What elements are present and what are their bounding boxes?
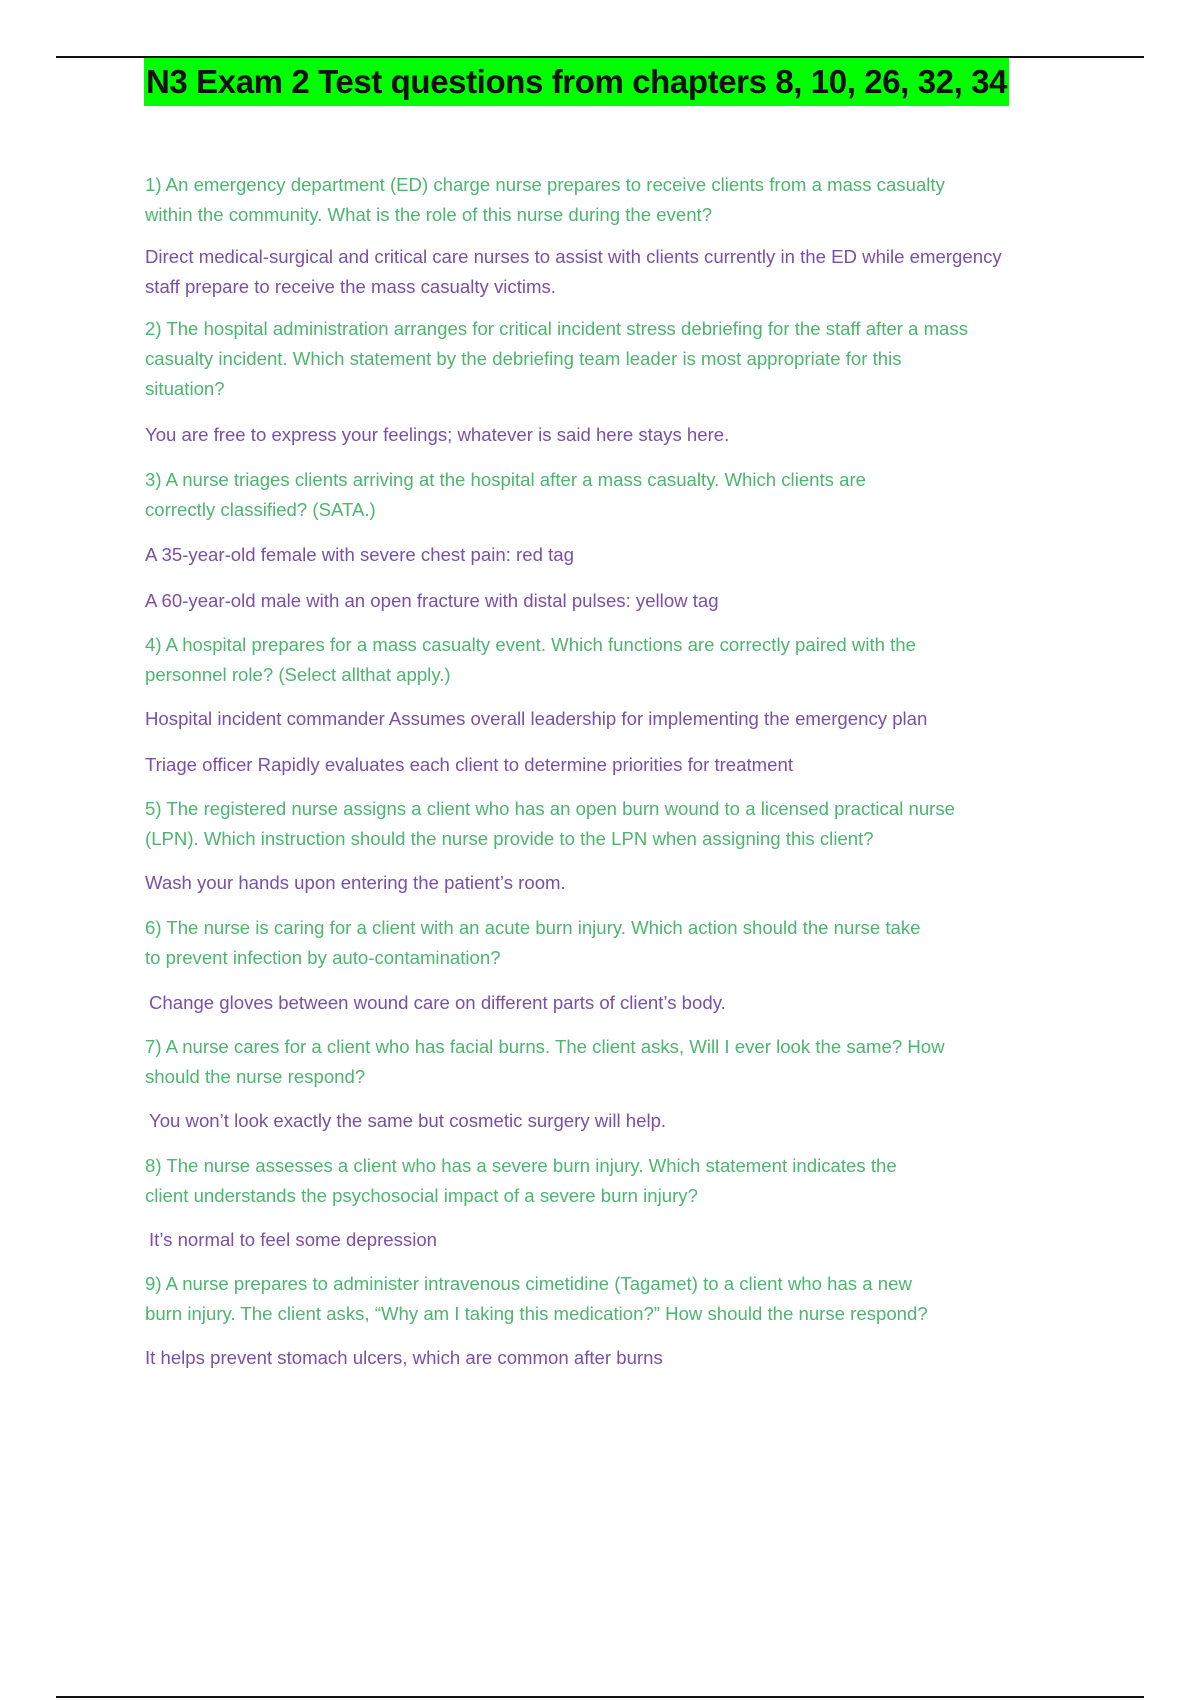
question-8 xyxy=(145,1151,1095,1211)
question-8-line-2: client understands the psychosocial impact of a severe burn injury? xyxy=(145,1185,698,1206)
question-6 xyxy=(145,913,1095,973)
answer-8 xyxy=(145,1225,1095,1255)
answer-2 xyxy=(145,420,1095,450)
answer-9-line: It helps prevent stomach ulcers, which are common after burns xyxy=(145,1347,663,1368)
answer-4a-line: Hospital incident commander Assumes overall leadership for implementing the emergency plan xyxy=(145,708,928,729)
answer-1-line-2: staff prepare to receive the mass casualty victims. xyxy=(145,276,556,297)
question-4 xyxy=(145,630,1095,690)
answer-3a xyxy=(145,540,1095,570)
question-4-line-1: 4) A hospital prepares for a mass casualty event. Which functions are correctly paired with the xyxy=(145,634,916,655)
answer-8-line: It’s normal to feel some depression xyxy=(149,1229,438,1250)
question-4-line-2: personnel role? (Select allthat apply.) xyxy=(145,664,451,685)
question-3-line-1: 3) A nurse triages clients arriving at the hospital after a mass casualty. Which clients are xyxy=(145,469,867,490)
answer-4b-line: Triage officer Rapidly evaluates each client to determine priorities for treatment xyxy=(145,754,793,775)
answer-3a-line: A 35-year-old female with severe chest pain: red tag xyxy=(145,544,574,565)
answer-9 xyxy=(145,1343,1095,1373)
question-2-line-3: situation? xyxy=(145,378,225,399)
question-3-line-2: correctly classified? (SATA.) xyxy=(145,499,376,520)
answer-7-line: You won’t look exactly the same but cosmetic surgery will help. xyxy=(149,1110,667,1131)
answer-2-line-1: You are free to express your feelings; whatever is said here stays here. xyxy=(145,424,730,445)
question-9-line-1: 9) A nurse prepares to administer intravenous cimetidine (Tagamet) to a client who has a new xyxy=(145,1273,912,1294)
answer-7 xyxy=(145,1106,1095,1136)
question-6-line-2: to prevent infection by auto-contamination? xyxy=(145,947,501,968)
answer-5 xyxy=(145,868,1095,898)
question-1-line-1: 1) An emergency department (ED) charge nurse prepares to receive clients from a mass casualty xyxy=(145,174,945,195)
question-5-line-2: (LPN). Which instruction should the nurse provide to the LPN when assigning this client? xyxy=(145,828,874,849)
answer-6-line: Change gloves between wound care on different parts of client’s body. xyxy=(149,992,726,1013)
question-5-line-1: 5) The registered nurse assigns a client who has an open burn wound to a licensed practical nurse xyxy=(145,798,955,819)
answer-5-line: Wash your hands upon entering the patient’s room. xyxy=(145,872,566,893)
document-title: N3 Exam 2 Test questions from chapters 8, 10, 26, 32, 34 xyxy=(144,58,1009,106)
answer-4b xyxy=(145,750,1095,780)
question-8-line-1: 8) The nurse assesses a client who has a severe burn injury. Which statement indicates the xyxy=(145,1155,897,1176)
answer-3b xyxy=(145,586,1095,616)
question-2-line-1: 2) The hospital administration arranges for critical incident stress debriefing for the staff after a mass xyxy=(145,318,968,339)
document-body xyxy=(145,170,1095,1373)
question-7 xyxy=(145,1032,1095,1092)
question-9 xyxy=(145,1269,1095,1329)
answer-4a xyxy=(145,704,1095,734)
question-7-line-1: 7) A nurse cares for a client who has facial burns. The client asks, Will I ever look the same? How xyxy=(145,1036,945,1057)
question-7-line-2: should the nurse respond? xyxy=(145,1066,366,1087)
question-1-line-2: within the community. What is the role of this nurse during the event? xyxy=(145,204,713,225)
question-3 xyxy=(145,465,1095,525)
answer-6 xyxy=(145,988,1095,1018)
bottom-rule xyxy=(56,1696,1144,1698)
question-2 xyxy=(145,314,1095,404)
answer-1 xyxy=(145,242,1095,302)
question-9-line-2: burn injury. The client asks, “Why am I taking this medication?” How should the nurse respond? xyxy=(145,1303,928,1324)
question-2-line-2: casualty incident. Which statement by the debriefing team leader is most appropriate for this xyxy=(145,348,902,369)
question-6-line-1: 6) The nurse is caring for a client with an acute burn injury. Which action should the nurse take xyxy=(145,917,921,938)
answer-3b-line: A 60-year-old male with an open fracture with distal pulses: yellow tag xyxy=(145,590,719,611)
question-1 xyxy=(145,170,1095,230)
question-5 xyxy=(145,794,1095,854)
answer-1-line-1: Direct medical-surgical and critical care nurses to assist with clients currently in the ED while emergency xyxy=(145,246,1002,267)
